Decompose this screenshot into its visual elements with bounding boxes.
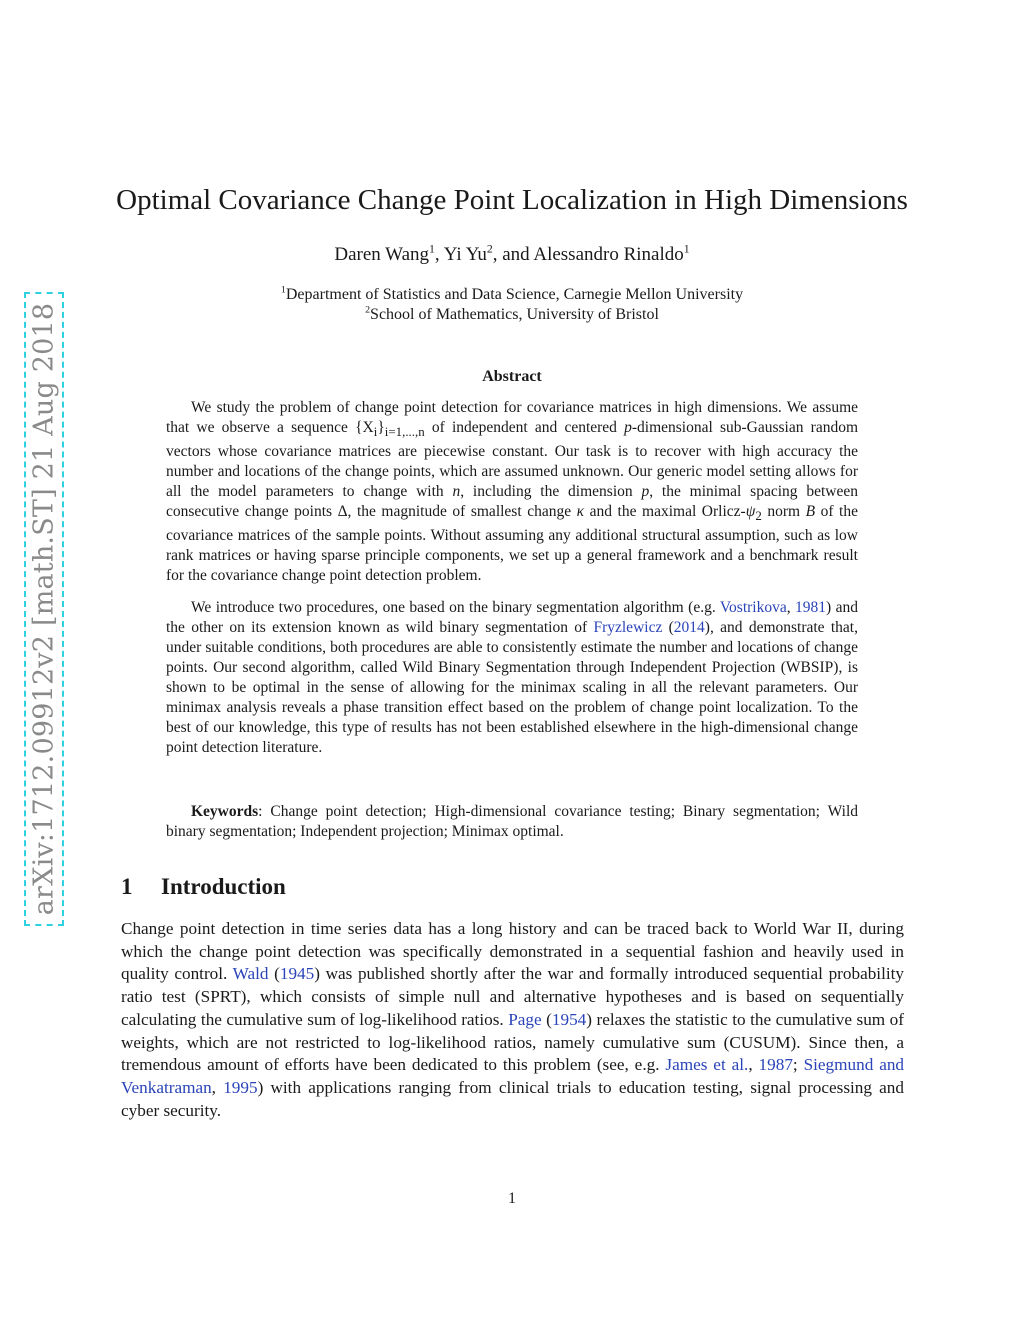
abstract-heading: Abstract (482, 368, 542, 385)
citation-link[interactable]: Page (508, 1009, 542, 1029)
arxiv-stamp (24, 292, 64, 926)
section-heading-introduction: 1 Introduction (121, 874, 286, 899)
paper-title: Optimal Covariance Change Point Localization in High Dimensions (116, 184, 908, 216)
arxiv-identifier: arXiv:1712.09912v2 [math.ST] 21 Aug 2018 (28, 302, 60, 916)
author-list: Daren Wang$^1$, Yi Yu$^2$, and Alessandro Rinaldo$^1$ (334, 242, 690, 265)
citation-year-link[interactable]: 1987 (758, 1055, 793, 1075)
citation-link[interactable]: Fryzlewicz (593, 619, 663, 636)
citation-link[interactable]: Siegmund and Venkatraman (121, 1055, 905, 1097)
citation-year-link[interactable]: 1995 (223, 1077, 258, 1097)
keywords-label: Keywords (191, 803, 259, 820)
citation-link[interactable]: Vostrikova (719, 599, 787, 616)
citation-year-link[interactable]: 1981 (795, 599, 827, 616)
introduction-paragraph: Change point detection in time series data has a long history and can be traced back to World War II, during which the change point detection was specifically demonstrated in a sequential fashion and heavily used in quality control. Wald (1945) was published shortly after the war and formally introduced sequential probability ratio test (SPRT), which consists of simple null and alternative hypotheses and is based on sequentially calculating the cumulative sum of log-likelihood ratios. Page (1954) relaxes the statistic to the cumulative sum of weights, which are not restricted to log-likelihood ratios, namely cumulative sum (CUSUM). Since then, a tremendous amount of efforts have been dedicated to this problem (see, e.g. James et al., 1987; Siegmund and Venkatraman, 1995) with applications ranging from clinical trials to education testing, signal processing and cyber security. (121, 919, 905, 1120)
citation-link[interactable]: Wald (232, 964, 269, 984)
affiliation-1: $^1$Department of Statistics and Data Science, Carnegie Mellon University (280, 284, 744, 303)
author-name: Daren Wang (334, 244, 430, 265)
page-number: 1 (508, 1190, 516, 1207)
citation-year-link[interactable]: 2014 (673, 619, 705, 636)
keywords: Keywords: Change point detection; High-dimensional covariance testing; Binary segmentation; Wild binary segmentation; Independent projection; Minimax optimal. (166, 803, 858, 840)
affiliation-2: $^2$School of Mathematics, University of Bristol (365, 304, 659, 323)
citation-year-link[interactable]: 1954 (551, 1009, 587, 1029)
abstract-paragraph-2: We introduce two procedures, one based on the binary segmentation algorithm (e.g. Vostrikova, 1981) and the other on its extension known as wild binary segmentation of Fryzlewicz (2014), and demonstrate that, under suitable conditions, both procedures are able to consistently estimate the number and locations of change points. Our second algorithm, called Wild Binary Segmentation through Independent Projection (WBSIP), is shown to be optimal in the sense of allowing for the minimax scaling in all the relevant parameters. Our minimax analysis reveals a phase transition effect based on the problem of change point localization. To the best of our knowledge, this type of results has not been established elsewhere in the high-dimensional change point detection literature. (166, 599, 858, 756)
author-name: Yi Yu (443, 244, 487, 265)
citation-link[interactable]: James et al. (665, 1055, 749, 1075)
citation-year-link[interactable]: 1945 (279, 964, 315, 984)
author-name: and Alessandro Rinaldo (502, 244, 684, 265)
abstract-paragraph-1: We study the problem of change point detection for covariance matrices in high dimensions. We assume that we observe a sequence $\{X_i\}_{i=1,...,n}$ of independent and centered p-dimensional sub-Gaussian random vectors whose covariance matrices are piecewise constant. Our task is to recover with high accuracy the number and locations of the change points, which are assumed unknown. Our generic model setting allows for all the model parameters to change with n, including the dimension p, the minimal spacing between consecutive change points Δ, the magnitude of smallest change κ and the maximal Orlicz-$\psi_2$ norm B of the covariance matrices of the sample points. Without assuming any additional structural assumption, such as low rank matrices or having sparse principle components, we set up a general framework and a benchmark result for the covariance change point detection problem. (166, 399, 859, 585)
